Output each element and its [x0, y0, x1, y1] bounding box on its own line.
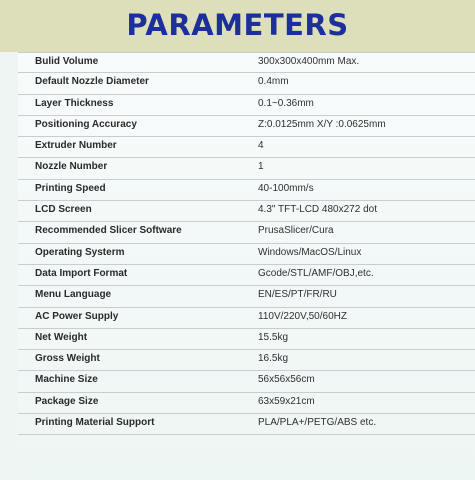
- page-title: PARAMETERS: [126, 8, 349, 42]
- parameter-label: Data Import Format: [35, 267, 128, 279]
- parameter-label: Recommended Slicer Software: [35, 225, 182, 237]
- header-banner: [0, 0, 475, 52]
- parameter-value: 4: [258, 140, 264, 152]
- parameter-value: PLA/PLA+/PETG/ABS etc.: [258, 417, 377, 429]
- parameter-row: [18, 286, 475, 307]
- parameter-value: 4.3" TFT-LCD 480x272 dot: [258, 204, 377, 216]
- parameter-row: [18, 222, 475, 243]
- parameter-value: 110V/220V,50/60HZ: [258, 310, 347, 322]
- parameter-label: LCD Screen: [35, 204, 92, 216]
- parameter-row: [18, 180, 475, 201]
- parameter-label: Printing Material Support: [35, 417, 155, 429]
- parameter-value: 1: [258, 161, 264, 173]
- parameter-label: Printing Speed: [35, 182, 106, 194]
- parameter-row: [18, 52, 475, 73]
- parameter-row: [18, 137, 475, 158]
- parameter-value: Z:0.0125mm X/Y :0.0625mm: [258, 118, 386, 130]
- parameter-label: Package Size: [35, 395, 99, 407]
- parameter-label: Gross Weight: [35, 353, 100, 365]
- parameter-value: 40-100mm/s: [258, 182, 314, 194]
- parameter-label: Operating Systerm: [35, 246, 125, 258]
- parameter-value: 16.5kg: [258, 353, 289, 365]
- parameters-table: [18, 52, 475, 480]
- parameter-row: [18, 393, 475, 414]
- parameter-label: AC Power Supply: [35, 310, 119, 322]
- parameter-row: [18, 95, 475, 116]
- parameter-row: [18, 265, 475, 286]
- parameter-row: [18, 350, 475, 371]
- parameter-row: [18, 158, 475, 179]
- parameter-value: 63x59x21cm: [258, 395, 315, 407]
- parameter-row: [18, 244, 475, 265]
- parameter-label: Positioning Accuracy: [35, 118, 137, 130]
- parameter-row: [18, 371, 475, 392]
- parameter-label: Layer Thickness: [35, 97, 114, 109]
- parameter-value: Windows/MacOS/Linux: [258, 246, 362, 258]
- parameter-label: Bulid Volume: [35, 56, 99, 67]
- parameter-label: Default Nozzle Diameter: [35, 76, 149, 88]
- parameter-value: 300x300x400mm Max.: [258, 56, 360, 67]
- parameter-label: Extruder Number: [35, 140, 117, 152]
- parameter-value: 56x56x56cm: [258, 374, 315, 386]
- parameter-row: [18, 73, 475, 94]
- parameter-value: 0.4mm: [258, 76, 289, 88]
- parameter-row: [18, 329, 475, 350]
- parameter-value: Gcode/STL/AMF/OBJ,etc.: [258, 267, 374, 279]
- parameter-value: 0.1~0.36mm: [258, 97, 314, 109]
- parameter-row: [18, 414, 475, 435]
- parameter-row: [18, 116, 475, 137]
- parameter-label: Nozzle Number: [35, 161, 108, 173]
- parameter-label: Menu Language: [35, 289, 112, 301]
- parameter-value: PrusaSlicer/Cura: [258, 225, 334, 237]
- parameter-row: [18, 308, 475, 329]
- parameter-value: 15.5kg: [258, 331, 289, 343]
- parameter-label: Machine Size: [35, 374, 98, 386]
- parameter-value: EN/ES/PT/FR/RU: [258, 289, 337, 301]
- parameter-row: [18, 201, 475, 222]
- parameter-label: Net Weight: [35, 331, 88, 343]
